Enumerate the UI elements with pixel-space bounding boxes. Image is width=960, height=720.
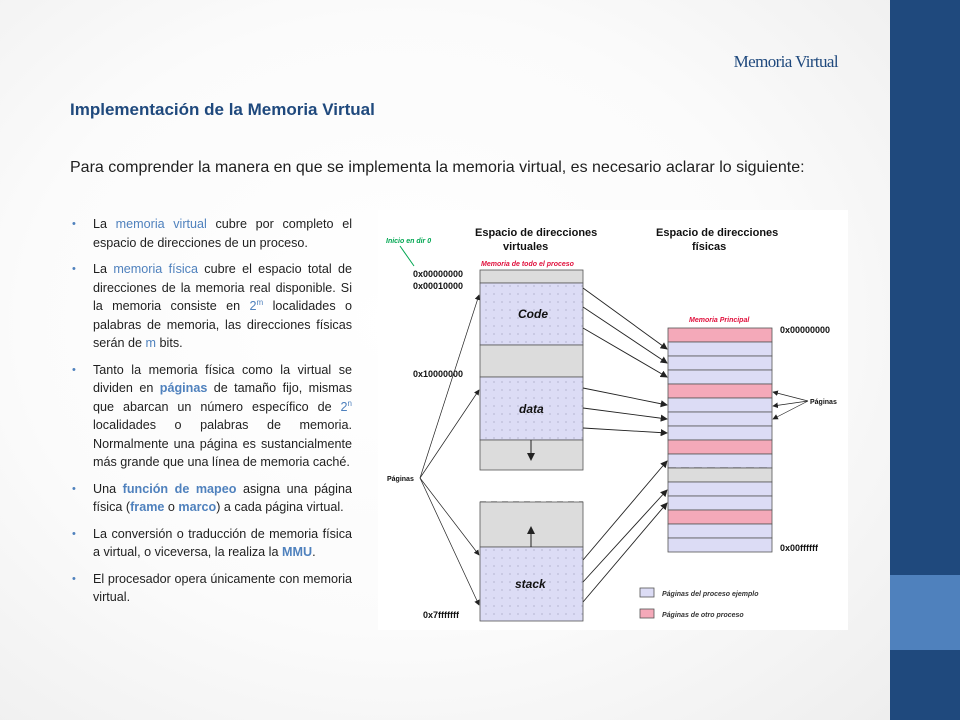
right-bar-dark xyxy=(890,0,960,575)
data-label: data xyxy=(519,402,544,416)
section-title: Implementación de la Memoria Virtual xyxy=(70,100,375,119)
pages-label-right: Páginas xyxy=(810,399,837,406)
physical-page xyxy=(668,398,772,412)
addr-label: 0x7fffffff xyxy=(423,610,459,620)
bullet-item: • El procesador opera únicamente con memoria virtual. xyxy=(72,571,352,604)
stack-label: stack xyxy=(515,577,546,591)
right-bar-bottom xyxy=(890,650,960,720)
addr-label: 0x00000000 xyxy=(413,269,464,279)
virtual-gap-block xyxy=(480,345,583,377)
legend-swatch-process xyxy=(640,588,654,597)
physical-page-other xyxy=(668,384,772,398)
bullet-item: • La memoria virtual cubre por completo el espacio de direcciones de un proceso. xyxy=(72,217,352,250)
virtual-space-title: Espacio de direcciones xyxy=(475,227,598,239)
physical-space-title: Espacio de direcciones xyxy=(656,227,779,239)
addr-label: 0x10000000 xyxy=(413,369,464,379)
bullet-dot-icon: • xyxy=(72,363,76,376)
bullet-dot-icon: • xyxy=(72,482,76,495)
bullet-item: • Una función de mapeo asigna una página física (frame o marco) a cada página virtual. xyxy=(72,481,352,514)
phys-addr-start: 0x00000000 xyxy=(780,325,831,335)
physical-page-other xyxy=(668,440,772,454)
bullet-dot-icon: • xyxy=(72,572,76,585)
header-title: Memoria Virtual xyxy=(733,52,838,71)
legend-other: Páginas de otro proceso xyxy=(662,612,744,619)
physical-page xyxy=(668,524,772,538)
right-bar-accent xyxy=(890,575,960,650)
physical-page xyxy=(668,482,772,496)
physical-page xyxy=(668,370,772,384)
legend-process: Páginas del proceso ejemplo xyxy=(662,591,759,598)
bullet-list xyxy=(72,215,352,615)
bullet-item: • Tanto la memoria física como la virtual se dividen en páginas de tamaño fijo, mismas que abarcan un número específico de 2$^n$ localidades o palabras de memoria. Normalmente una página es sustancialmente más grande que una línea de memoria caché. xyxy=(72,362,352,469)
bullet-dot-icon: • xyxy=(72,218,76,230)
bullet-dot-icon: • xyxy=(72,527,76,540)
code-label: Code xyxy=(518,307,548,321)
physical-page xyxy=(668,356,772,370)
physical-page xyxy=(668,454,772,468)
physical-page xyxy=(668,342,772,356)
physical-page-other xyxy=(668,510,772,524)
physical-page xyxy=(668,412,772,426)
intro-paragraph: Para comprender la manera en que se implementa la memoria virtual, es necesario aclarar lo siguiente: xyxy=(70,159,805,176)
bullet-item: • La memoria física cubre el espacio total de direcciones de la memoria real disponible. Si la memoria consiste en 2$^m$ localidades o palabras de memoria, las direcciones físicas serán de m bits. xyxy=(72,262,352,350)
physical-space-title-2: físicas xyxy=(692,241,727,253)
physical-page-other xyxy=(668,328,772,342)
pages-label-left: Páginas xyxy=(387,476,414,483)
virtual-space-title-2: virtuales xyxy=(503,241,549,253)
physical-page xyxy=(668,426,772,440)
physical-page xyxy=(668,496,772,510)
physical-page xyxy=(668,538,772,552)
process-label: Memoria de todo el proceso xyxy=(481,261,574,268)
bullet-dot-icon: • xyxy=(72,263,76,275)
legend-swatch-other xyxy=(640,609,654,618)
addr-label: 0x00010000 xyxy=(413,281,464,291)
virtual-reserved-block xyxy=(480,270,583,283)
main-memory-label: Memoria Principal xyxy=(689,317,750,324)
virtual-memory-diagram xyxy=(378,210,848,630)
phys-addr-end: 0x00ffffff xyxy=(780,543,819,553)
physical-page-gap xyxy=(668,468,772,482)
start-label: Inicio en dir 0 xyxy=(386,238,432,245)
bullet-item: • La conversión o traducción de memoria física a virtual, o viceversa, la realiza la MMU. xyxy=(72,526,352,559)
